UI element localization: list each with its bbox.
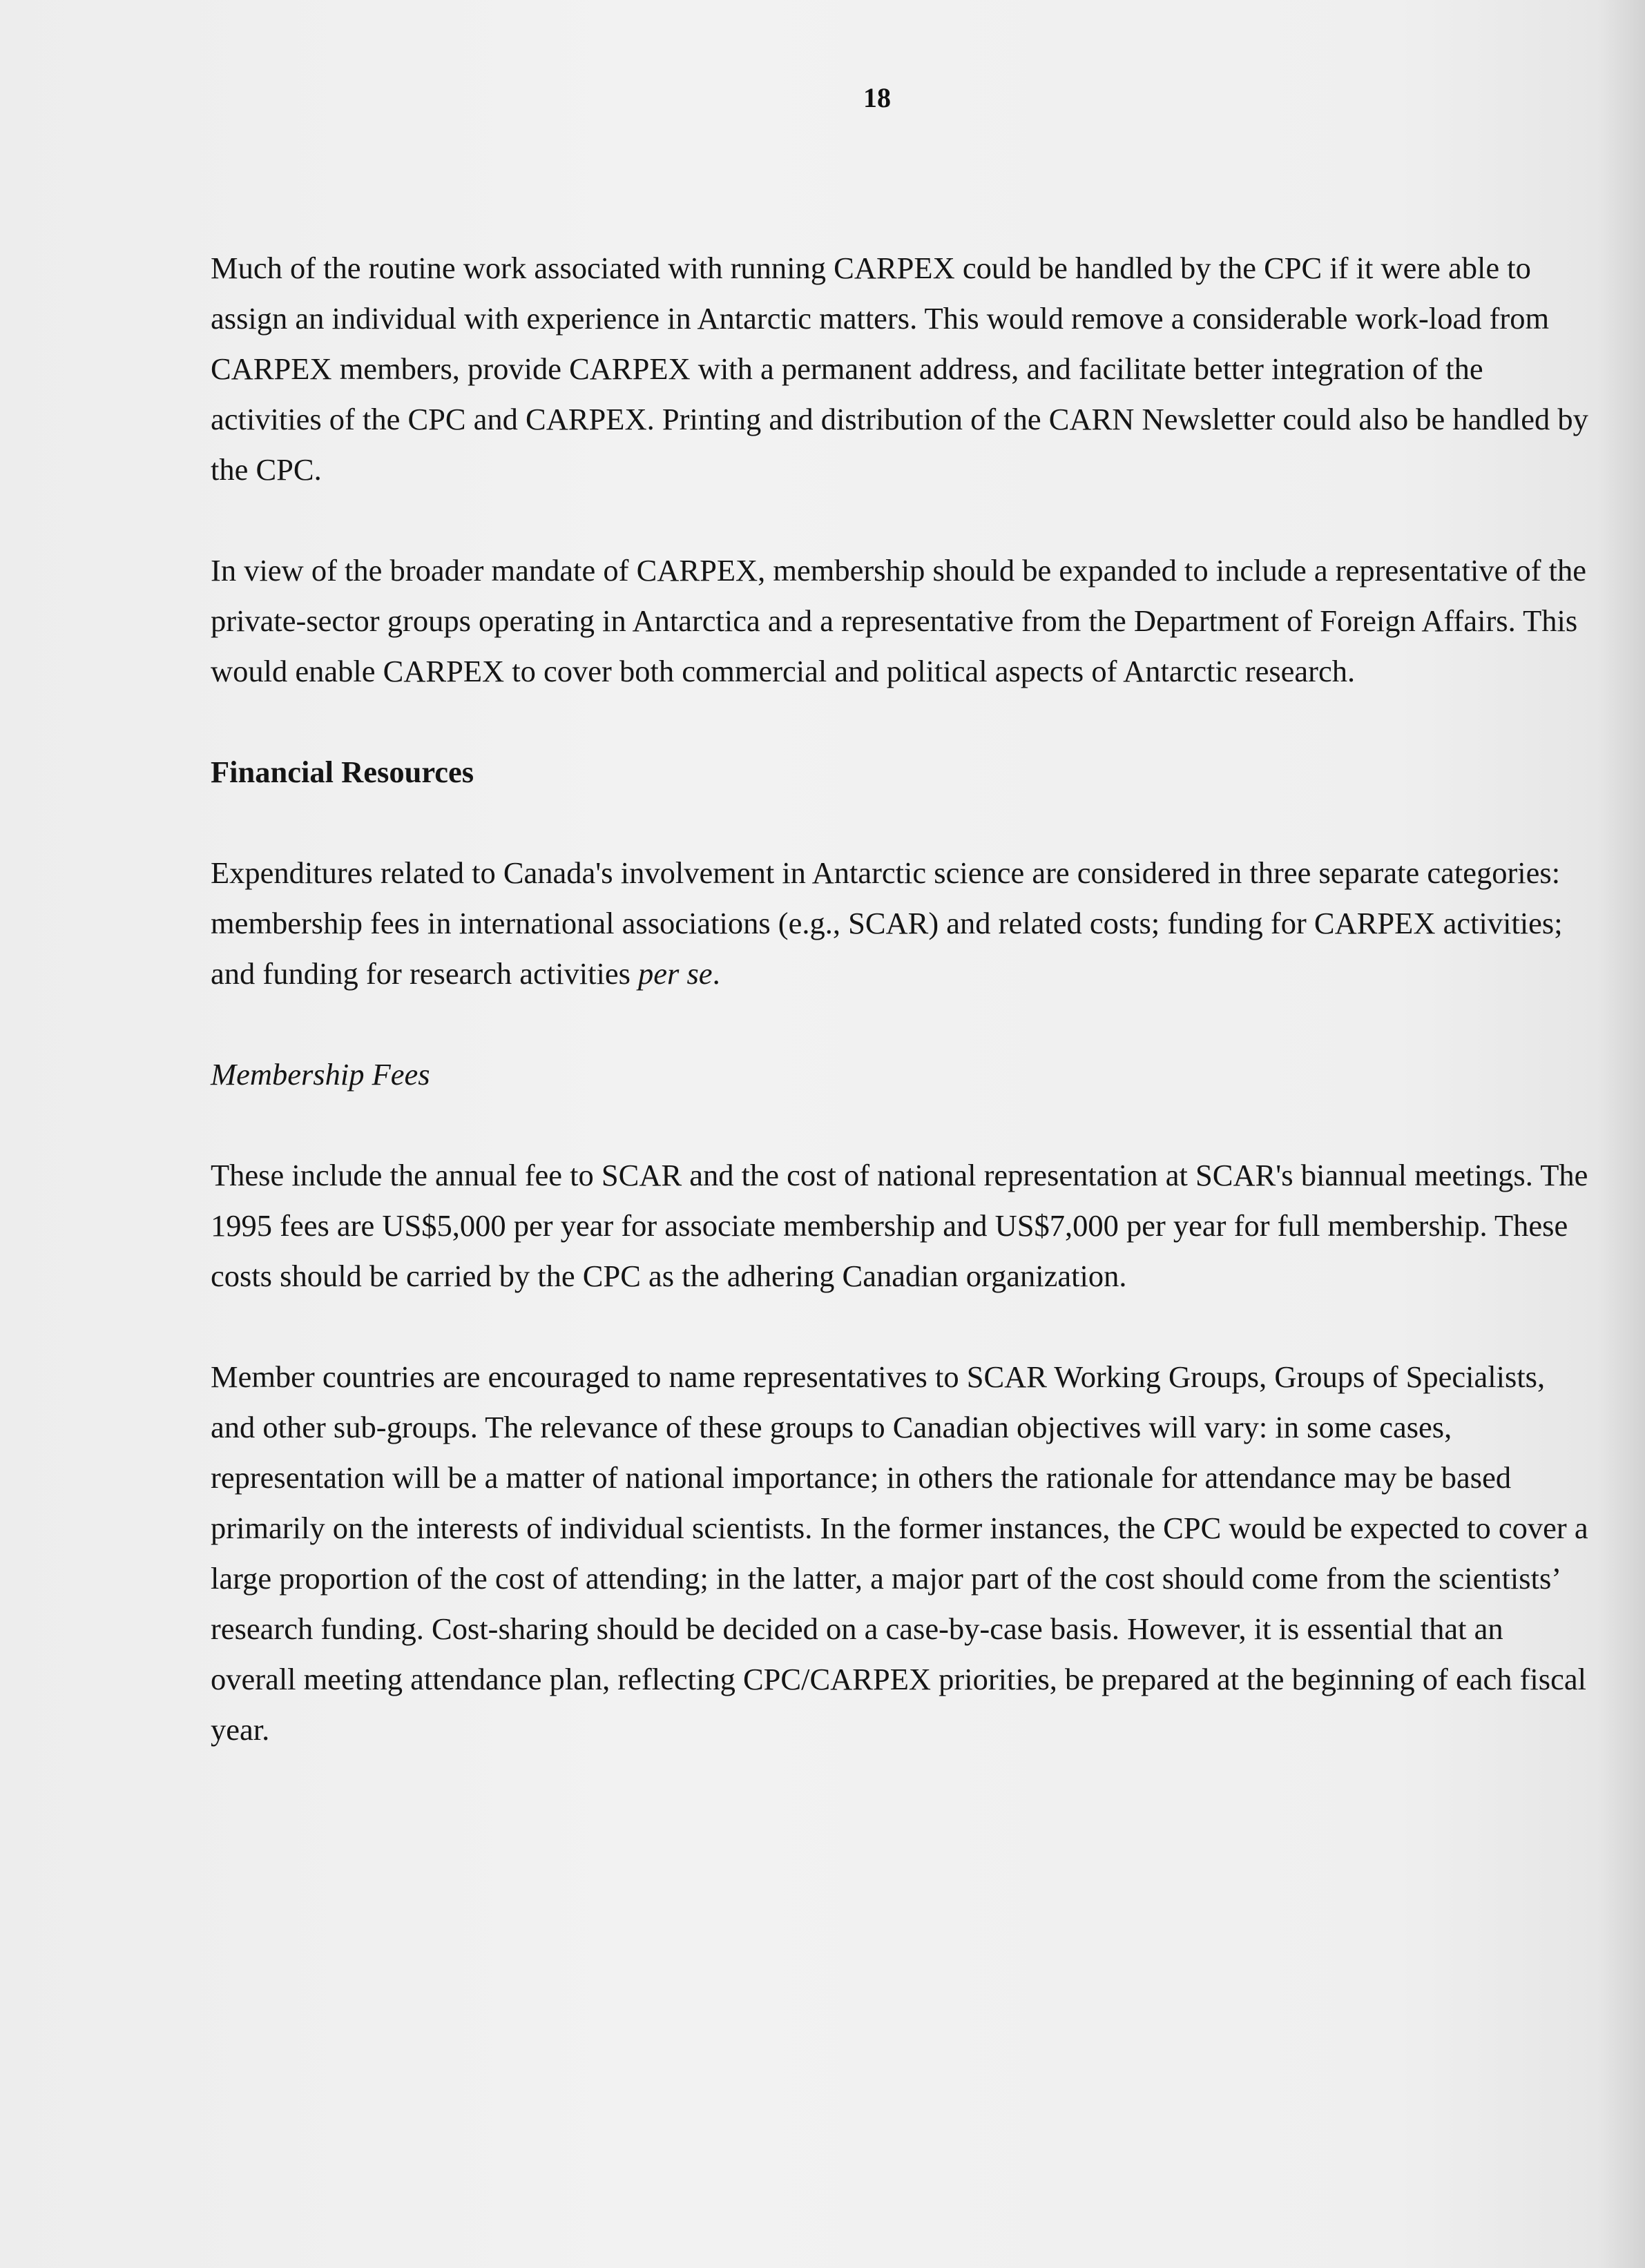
- page-edge-shadow: [1597, 0, 1645, 2268]
- per-se-italic: per se: [638, 956, 713, 991]
- document-body: [211, 243, 1592, 1805]
- paragraph-cpc-routine-work: Much of the routine work associated with running CARPEX could be handled by the CPC if it were able to assign an individual with experience in Antarctic matters. This would remove a considerable work-load from CARPEX members, provide CARPEX with a permanent address, and facilitate better integration of the activities of the CPC and CARPEX. Printing and distribution of the CARN Newsletter could also be handled by the CPC.: [211, 251, 1588, 487]
- paragraph-member-representatives: Member countries are encouraged to name representatives to SCAR Working Groups, Groups of Specialists, and other sub-groups. The relevance of these groups to Canadian objectives will vary: in some cases, representation will be a matter of national importance; in others the rationale for attendance may be based primarily on the interests of individual scientists. In the former instances, the CPC would be expected to cover a large proportion of the cost of attending; in the latter, a major part of the cost should come from the scientists’ research funding. Cost-sharing should be decided on a case-by-case basis. However, it is essential that an overall meeting attendance plan, reflecting CPC/CARPEX priorities, be prepared at the beginning of each fiscal year.: [211, 1359, 1588, 1747]
- page-number: 18: [863, 82, 891, 113]
- section-heading-financial-resources: Financial Resources: [211, 755, 474, 789]
- subheading-membership-fees: Membership Fees: [211, 1057, 430, 1092]
- paragraph-expenditures: [211, 848, 1592, 999]
- paragraph-carpex-membership: In view of the broader mandate of CARPEX, membership should be expanded to include a representative of the private-sector groups operating in Antarctica and a representative from the Department of Foreign Affairs. This would enable CARPEX to cover both commercial and political aspects of Antarctic research.: [211, 553, 1587, 688]
- paragraph-scar-fees: These include the annual fee to SCAR and the cost of national representation at SCAR's biannual meetings. The 1995 fees are US$5,000 per year for associate membership and US$7,000 per year for full membership. These costs should be carried by the CPC as the adhering Canadian organization.: [211, 1158, 1588, 1293]
- expenditures-text: Expenditures related to Canada's involvement in Antarctic science are considered in three separate categories: membership fees in international associations (e.g., SCAR) and related costs; funding for CARPEX activities; and funding for research activities: [211, 855, 1563, 991]
- expenditures-end: .: [712, 956, 720, 991]
